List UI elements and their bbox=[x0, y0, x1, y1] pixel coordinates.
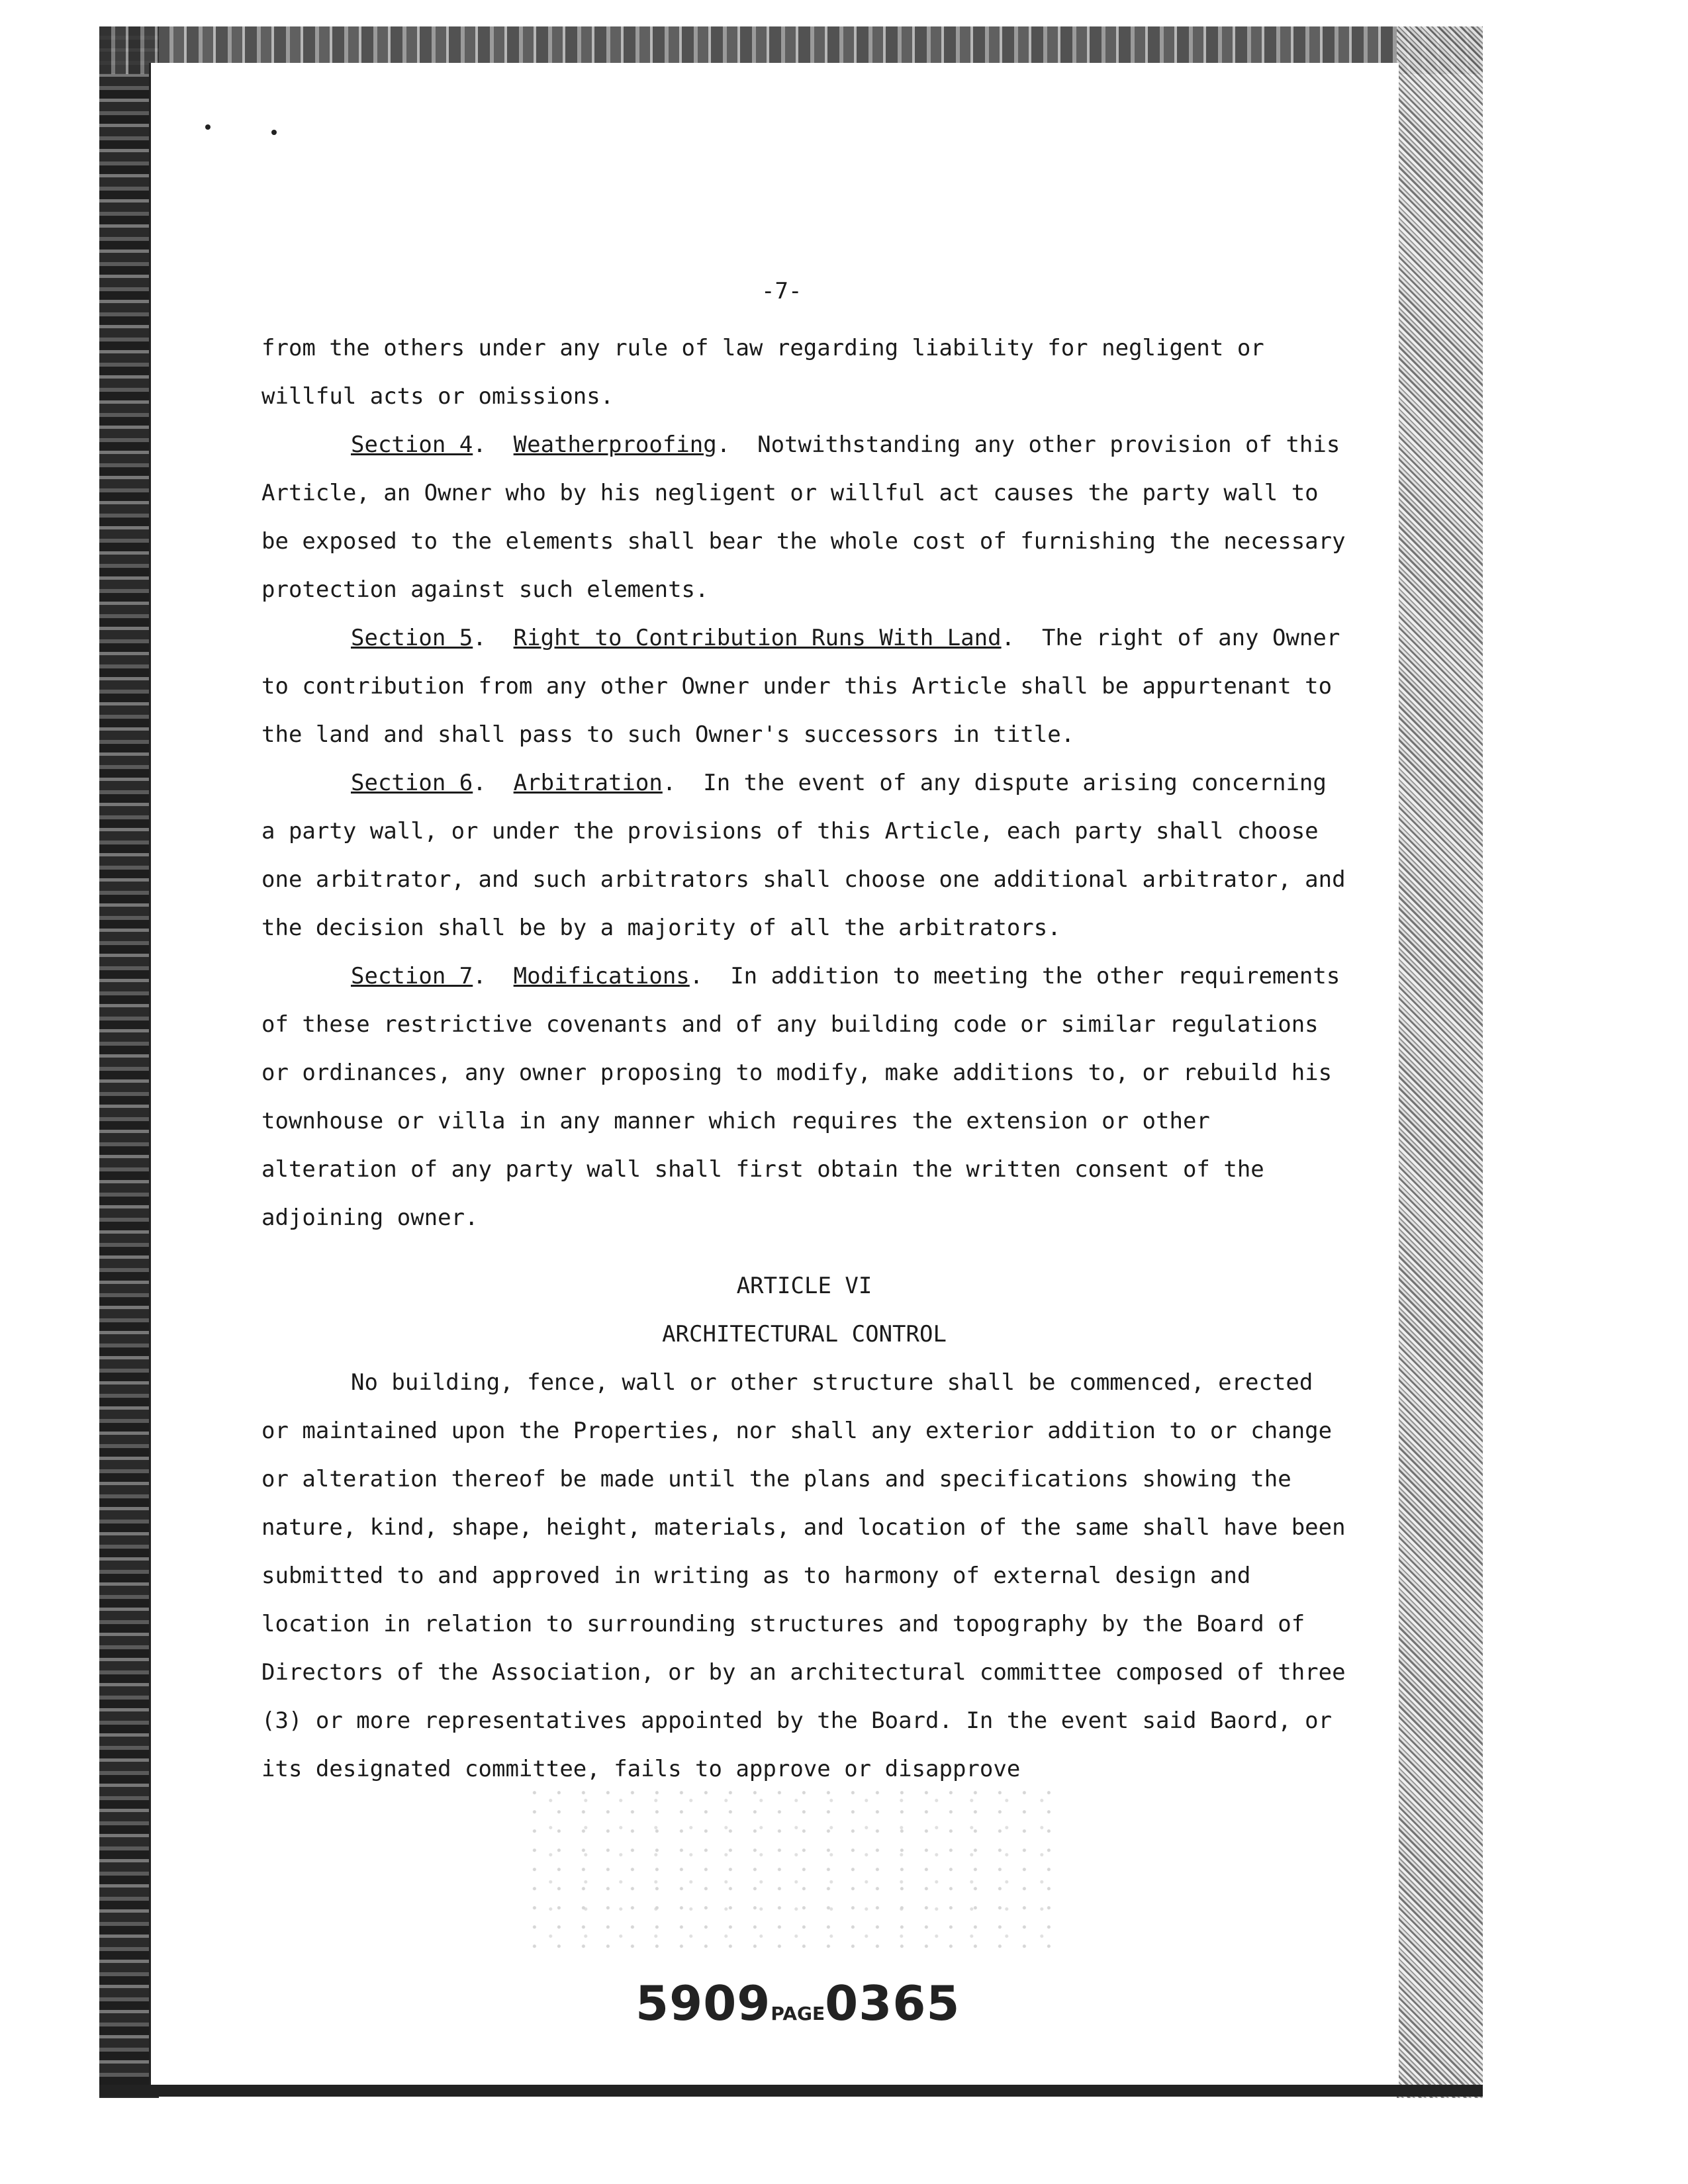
section-7-paragraph: Section 7. Modifications. In addition to meeting the other requirements of these restrictive covenants and of any building code or similar regulations or ordinances, any owner proposing to modify, make additions to, or rebuild his townhouse or villa in any manner which requires the extension or other alteration of any party wall shall first obtain the written consent of the adjoining owner. bbox=[261, 963, 1340, 1231]
scan-border-bottom bbox=[99, 2085, 1483, 2097]
section-label: Section 6 bbox=[351, 770, 473, 796]
article-number: ARTICLE VI bbox=[736, 1273, 872, 1299]
section-text: In the event of any dispute arising concerning a party wall, or under the provisions of this Article, each party shall choose one arbitrator, and such arbitrators shall choose one additional arbitrator, and the decision shall be by a majority of all the arbitrators. bbox=[261, 770, 1346, 941]
section-heading: Weatherproofing bbox=[513, 432, 717, 458]
stamp-page-label: PAGE bbox=[771, 2003, 825, 2025]
paragraph-continuation: from the others under any rule of law regarding liability for negligent or willful acts or omissions. bbox=[261, 335, 1264, 410]
section-label: Section 7 bbox=[351, 963, 473, 989]
section-text: In addition to meeting the other requirements of these restrictive covenants and of any building code or similar regulations or ordinances, any owner proposing to modify, make additions to, or rebuild his townhouse or villa in any manner which requires the extension or other alteration of any party wall shall first obtain the written consent of the adjoining owner. bbox=[261, 963, 1340, 1231]
recording-stamp bbox=[635, 1976, 961, 2031]
section-text: The right of any Owner to contribution from any other Owner under this Article shall be appurtenant to the land and shall pass to such Owner's successors in title. bbox=[261, 625, 1340, 748]
section-6-paragraph: Section 6. Arbitration. In the event of any dispute arising concerning a party wall, or under the provisions of this Article, each party shall choose one arbitrator, and such arbitrators shall choose one additional arbitrator, and the decision shall be by a majority of all the arbitrators. bbox=[261, 770, 1346, 941]
section-heading: Right to Contribution Runs With Land bbox=[513, 625, 1002, 651]
section-label: Section 4 bbox=[351, 432, 473, 458]
speck bbox=[271, 130, 277, 135]
speck bbox=[205, 124, 211, 130]
scan-border-right bbox=[1397, 26, 1483, 2098]
section-4-paragraph: Section 4. Weatherproofing. Notwithstanding any other provision of this Article, an Owner who by his negligent or willful act causes the party wall to be exposed to the elements shall bear the whole cost of furnishing the necessary protection against such elements. bbox=[261, 432, 1346, 603]
section-5-paragraph: Section 5. Right to Contribution Runs With Land. The right of any Owner to contribution from any other Owner under this Article shall be appurtenant to the land and shall pass to such Owner's successors in title. bbox=[261, 625, 1340, 748]
document-body bbox=[261, 324, 1347, 1794]
section-heading: Arbitration bbox=[513, 770, 663, 796]
stamp-page: 0365 bbox=[825, 1976, 961, 2031]
section-text: Notwithstanding any other provision of this Article, an Owner who by his negligent or willful act causes the party wall to be exposed to the elements shall bear the whole cost of furnishing the necessary protection against such elements. bbox=[261, 432, 1346, 603]
section-heading: Modifications bbox=[513, 963, 690, 989]
article-title: ARCHITECTURAL CONTROL bbox=[662, 1321, 947, 1347]
stamp-book: 5909 bbox=[635, 1976, 771, 2031]
section-label: Section 5 bbox=[351, 625, 473, 651]
page-number: -7- bbox=[761, 278, 802, 304]
article-body: No building, fence, wall or other structure shall be commenced, erected or maintained upon the Properties, nor shall any exterior addition to or change or alteration thereof be made until the plans and specifications showing the nature, kind, shape, height, materials, and location of the same shall have been submitted to and approved in writing as to harmony of external design and location in relation to surrounding structures and topography by the Board of Directors of the Association, or by an architectural committee composed of three (3) or more representatives appointed by the Board. In the event said Baord, or its designated committee, fails to approve or disapprove bbox=[261, 1369, 1346, 1782]
scan-noise bbox=[530, 1787, 1059, 1959]
